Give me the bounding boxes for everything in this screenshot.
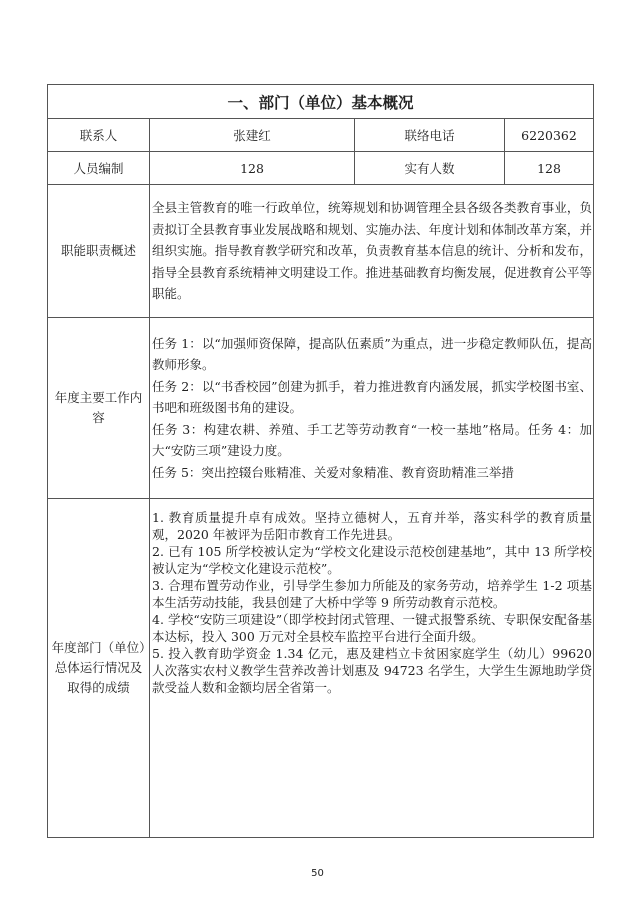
result-item: 2. 已有 105 所学校被认定为“学校文化建设示范校创建基地”，其中 13 所学校被认定为“学校文化建设示范校”。 xyxy=(152,544,593,576)
section-title: 一、部门（单位）基本概况 xyxy=(48,85,594,119)
staff-label: 人员编制 xyxy=(48,152,150,185)
result-item: 3. 合理布置劳动作业，引导学生参加力所能及的家务劳动，培养学生 1-2 项基本生活劳动技能，我县创建了大桥中学等 9 所劳动教育示范校。 xyxy=(152,578,593,610)
staff-value: 128 xyxy=(150,152,355,185)
task-item: 任务 5：突出控辍台账精准、关爱对象精准、教育资助精准三举措 xyxy=(152,464,514,480)
results-label: 年度部门（单位）总体运行情况及取得的成绩 xyxy=(48,499,150,838)
tasks-text xyxy=(150,318,594,499)
actual-label: 实有人数 xyxy=(355,152,505,185)
overview-table xyxy=(47,84,594,838)
phone-value: 6220362 xyxy=(505,119,594,152)
tasks-label: 年度主要工作内容 xyxy=(48,318,150,499)
actual-value: 128 xyxy=(505,152,594,185)
duties-text xyxy=(150,185,594,318)
task-item: 任务 1：以“加强师资保障，提高队伍素质”为重点，进一步稳定教师队伍，提高教师形象。 xyxy=(152,335,593,373)
result-item: 4. 学校“安防三项建设”（即学校封闭式管理、一键式报警系统、专职保安配备基本达标，投入 300 万元对全县校车监控平台进行全面升级。 xyxy=(152,612,593,644)
duties-label: 职能职责概述 xyxy=(48,185,150,318)
result-item: 5. 投入教育助学资金 1.34 亿元，惠及建档立卡贫困家庭学生（幼儿）99620 人次落实农村义教学生营养改善计划惠及 94723 名学生，大学生生源地助学贷款受益人数和金额均居全省第一。 xyxy=(152,646,593,695)
results-text xyxy=(150,499,594,838)
duties-paragraph: 全县主管教育的唯一行政单位，统筹规划和协调管理全县各级各类教育事业，负责拟订全县教育事业发展战略和规划、实施办法、年度计划和体制改革方案，并组织实施。指导教育教学研究和改革，负责教育基本信息的统计、分析和发布， 指导全县教育系统精神文明建设工作。推进基础教育均衡发展，促进教育公平等职能。 xyxy=(152,200,593,302)
page-number: 50 xyxy=(311,868,324,879)
phone-label: 联络电话 xyxy=(355,119,505,152)
result-item: 1. 教育质量提升卓有成效。坚持立德树人，五育并举，落实科学的教育质量观，2020 年被评为岳阳市教育工作先进县。 xyxy=(152,510,593,542)
contact-label: 联系人 xyxy=(48,119,150,152)
task-item: 任务 2：以“书香校园”创建为抓手，着力推进教育内涵发展，抓实学校图书室、书吧和班级图书角的建设。 xyxy=(152,378,593,416)
contact-value: 张建红 xyxy=(150,119,355,152)
task-item: 任务 3：构建农耕、养殖、手工艺等劳动教育“一校一基地”格局。任务 4：加大“安防三项”建设力度。 xyxy=(152,421,593,459)
